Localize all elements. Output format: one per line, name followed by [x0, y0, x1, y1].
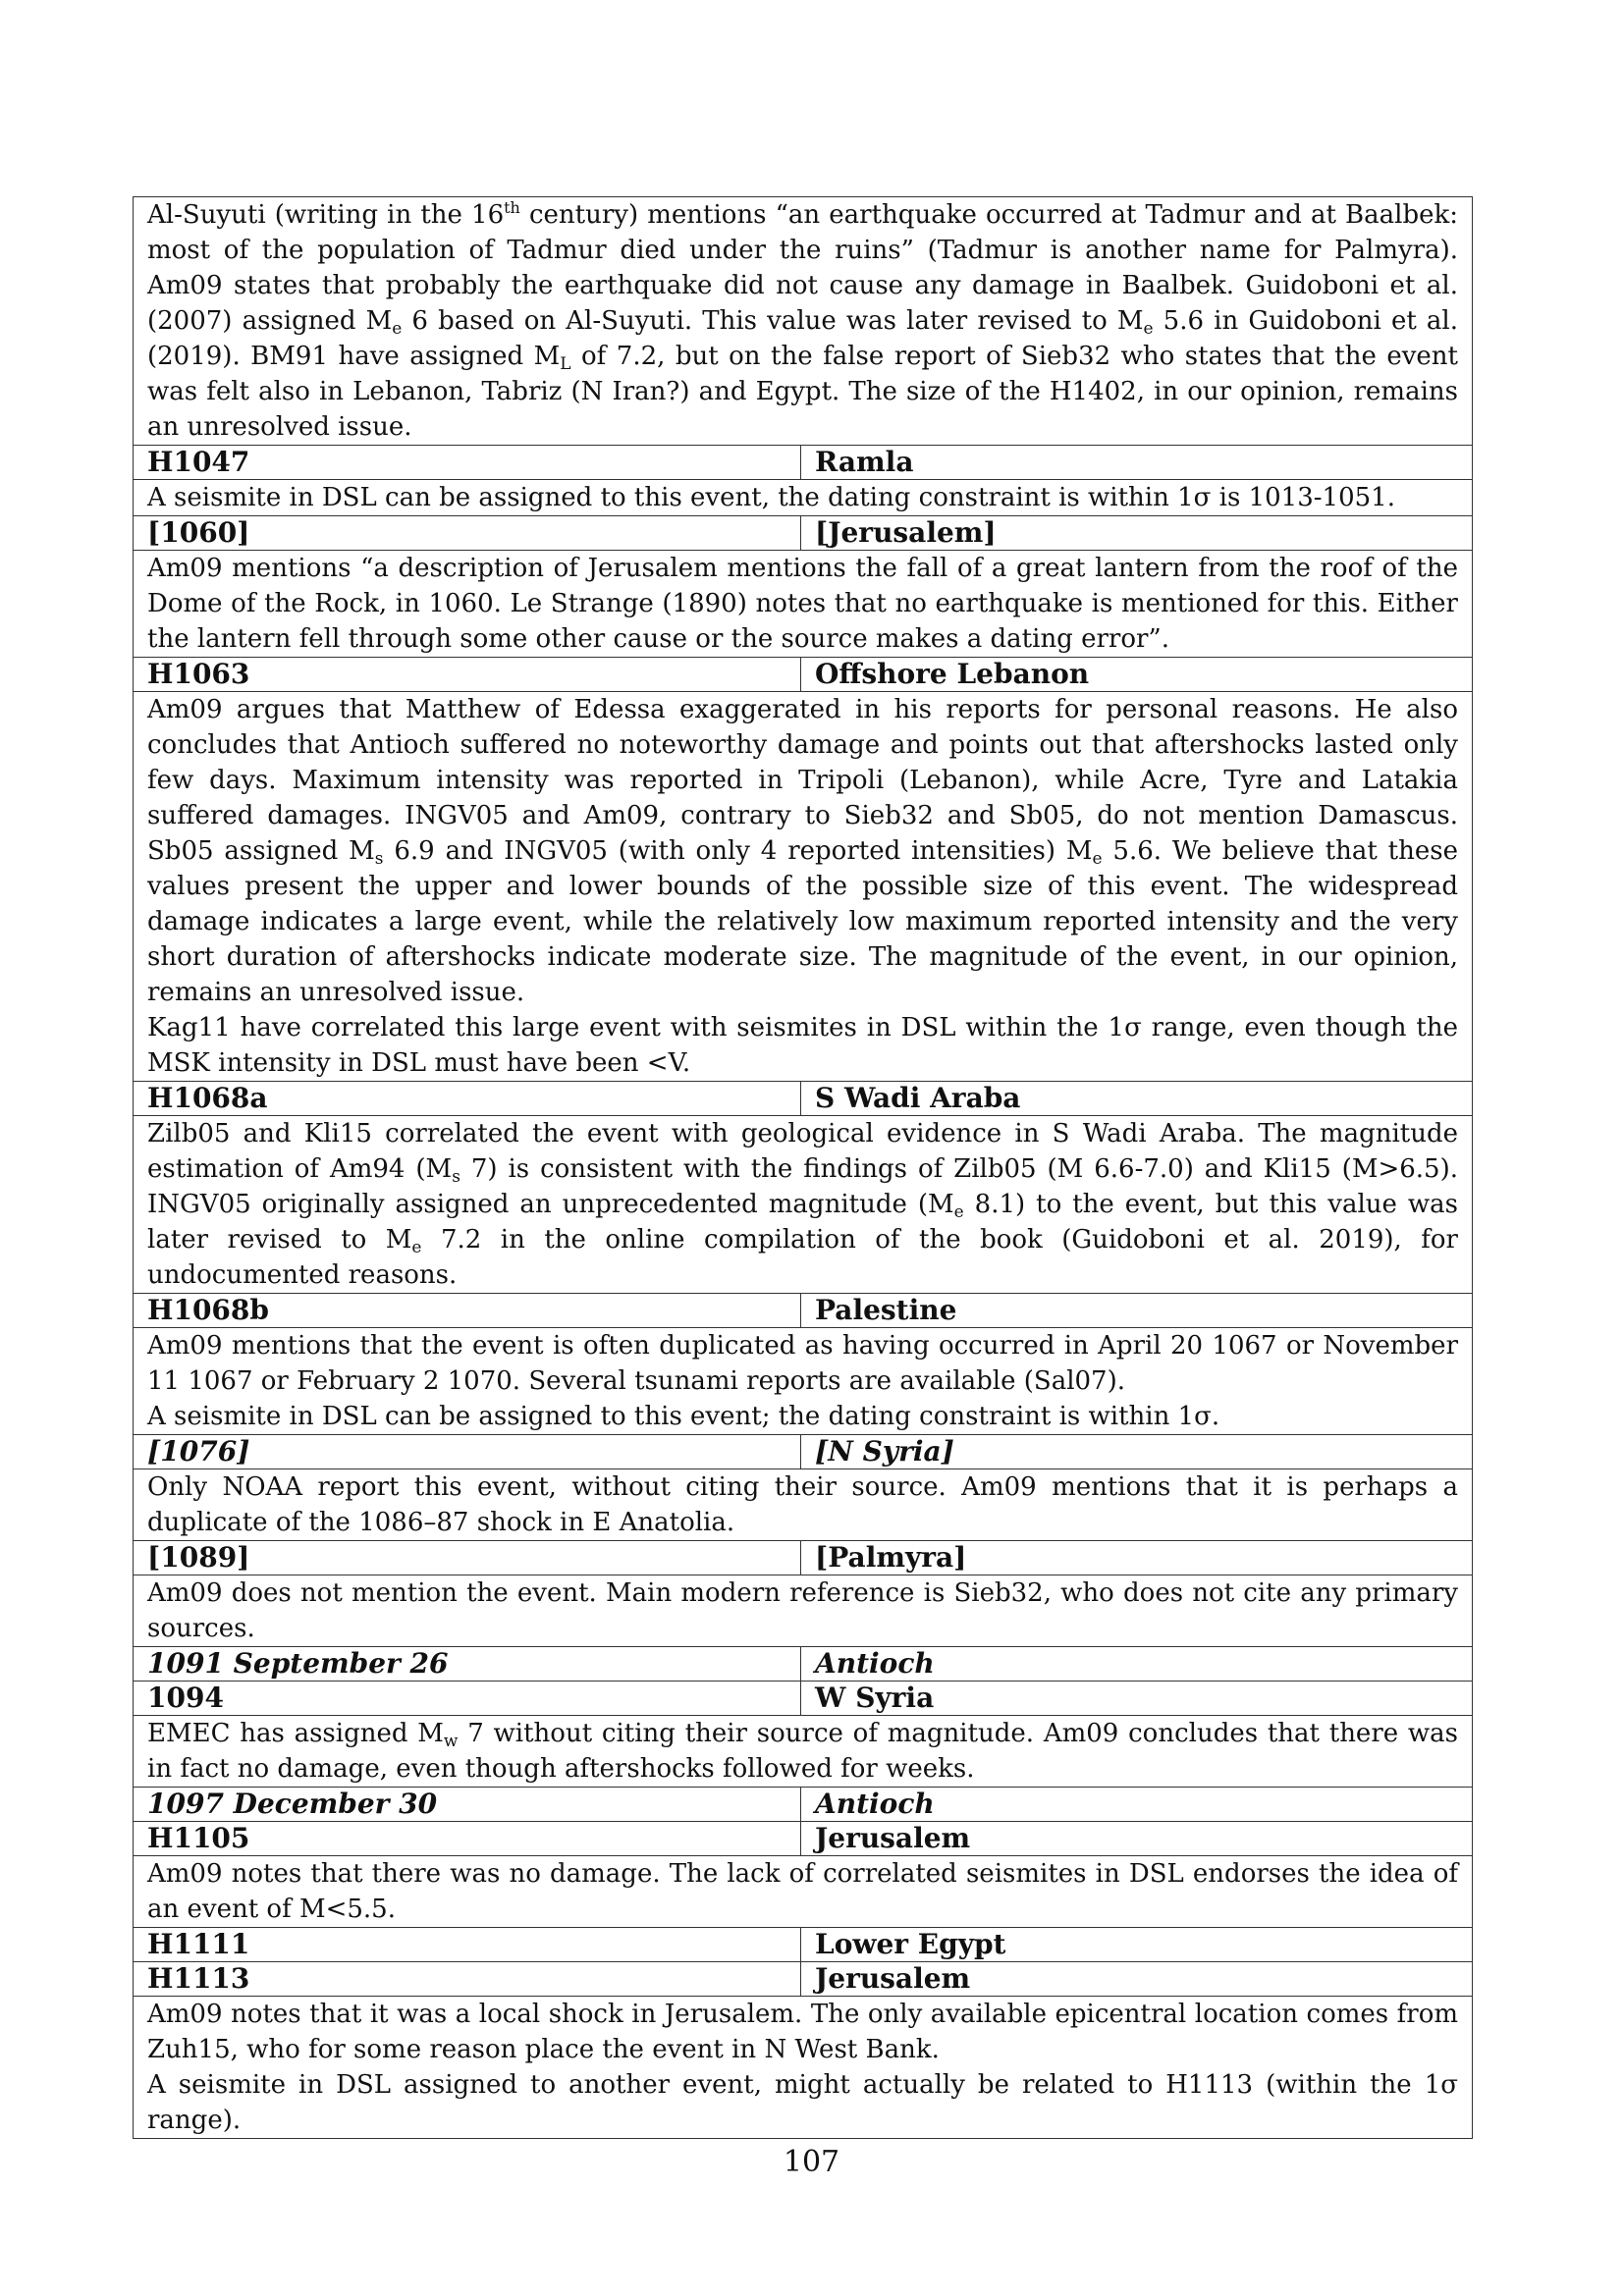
earthquake-catalogue-table [133, 196, 1473, 2139]
table-row [134, 1328, 1473, 1435]
event-header-row [134, 516, 1473, 551]
table-row [134, 1856, 1473, 1928]
event-id: H1068a [134, 1082, 801, 1116]
event-id: H1047 [134, 446, 801, 480]
event-id: 1097 December 30 [134, 1788, 801, 1822]
event-header-row [134, 1647, 1473, 1682]
event-location: Jerusalem [801, 1962, 1473, 1997]
event-header-row [134, 1541, 1473, 1575]
event-location: Offshore Lebanon [801, 658, 1473, 692]
event-header-row [134, 446, 1473, 480]
event-header-row [134, 1435, 1473, 1469]
event-id: H1111 [134, 1928, 801, 1962]
event-location: S Wadi Araba [801, 1082, 1473, 1116]
event-header-row [134, 1788, 1473, 1822]
table-row [134, 1997, 1473, 2139]
event-id: [1076] [134, 1435, 801, 1469]
event-id: H1063 [134, 658, 801, 692]
event-header-row [134, 658, 1473, 692]
event-description: Am09 notes that it was a local shock in Jerusalem. The only available epicentral location comes from Zuh15, who for some reason place the event in N West Bank. A seismite in DSL assigned to another event, might actually be related to H1113 (within the 1σ range). [134, 1997, 1473, 2139]
event-header-row [134, 1294, 1473, 1328]
event-description: Am09 argues that Matthew of Edessa exaggerated in his reports for personal reasons. He also concludes that Antioch suffered no noteworthy damage and points out that aftershocks lasted only few days. Maximum intensity was reported in Tripoli (Lebanon), while Acre, Tyre and Latakia suffered damages. INGV05 and Am09, contrary to Sieb32 and Sb05, do not mention Damascus. Sb05 assigned $M_s$ 6.9 and INGV05 (with only 4 reported intensities) $M_e$ 5.6. We believe that these values present the upper and lower bounds of the possible size of this event. The widespread damage indicates a large event, while the relatively low maximum reported intensity and the very short duration of aftershocks indicate moderate size. The magnitude of the event, in our opinion, remains an unresolved issue. Kag11 have correlated this large event with seismites in DSL within the 1σ range, even though the MSK intensity in DSL must have been <V. [134, 692, 1473, 1082]
event-location: Antioch [801, 1647, 1473, 1682]
event-location: [N Syria] [801, 1435, 1473, 1469]
event-id: 1091 September 26 [134, 1647, 801, 1682]
event-location: Antioch [801, 1788, 1473, 1822]
event-id: [1060] [134, 516, 801, 551]
event-location: [Jerusalem] [801, 516, 1473, 551]
table-row [134, 1469, 1473, 1541]
event-description: Am09 notes that there was no damage. The lack of correlated seismites in DSL endorses the idea of an event of M<5.5. [134, 1856, 1473, 1928]
event-location: Palestine [801, 1294, 1473, 1328]
catalogue-page [133, 196, 1472, 2139]
event-id: 1094 [134, 1682, 801, 1716]
table-row [134, 692, 1473, 1082]
event-header-row [134, 1822, 1473, 1856]
event-location: W Syria [801, 1682, 1473, 1716]
event-description: Am09 mentions “a description of Jerusalem mentions the fall of a great lantern from the roof of the Dome of the Rock, in 1060. Le Strange (1890) notes that no earthquake is mentioned for this. Either the lantern fell through some other cause or the source makes a dating error”. [134, 551, 1473, 658]
table-row [134, 480, 1473, 516]
table-row [134, 1116, 1473, 1294]
event-location: [Palmyra] [801, 1541, 1473, 1575]
event-location: Jerusalem [801, 1822, 1473, 1856]
event-id: [1089] [134, 1541, 801, 1575]
page-number: 107 [783, 2145, 840, 2179]
event-id: H1113 [134, 1962, 801, 1997]
event-header-row [134, 1962, 1473, 1997]
event-description: EMEC has assigned $M_w$ 7 without citing their source of magnitude. Am09 concludes that there was in fact no damage, even though aftershocks followed for weeks. [134, 1716, 1473, 1788]
event-id: H1068b [134, 1294, 801, 1328]
event-description: A seismite in DSL can be assigned to this event, the dating constraint is within 1σ is 1013-1051. [134, 480, 1473, 516]
event-location: Ramla [801, 446, 1473, 480]
table-row [134, 1716, 1473, 1788]
event-location: Lower Egypt [801, 1928, 1473, 1962]
event-id: H1105 [134, 1822, 801, 1856]
event-description: Zilb05 and Kli15 correlated the event with geological evidence in S Wadi Araba. The magnitude estimation of Am94 ($M_s$ 7) is consistent with the findings of Zilb05 (M 6.6-7.0) and Kli15 (M>6.5). INGV05 originally assigned an unprecedented magnitude ($M_e$ 8.1) to the event, but this value was later revised to $M_e$ 7.2 in the online compilation of the book (Guidoboni et al. 2019), for undocumented reasons. [134, 1116, 1473, 1294]
event-header-row [134, 1682, 1473, 1716]
event-description: Am09 mentions that the event is often duplicated as having occurred in April 20 1067 or November 11 1067 or February 2 1070. Several tsunami reports are available (Sal07). A seismite in DSL can be assigned to this event; the dating constraint is within 1σ. [134, 1328, 1473, 1435]
table-row [134, 197, 1473, 446]
table-row [134, 551, 1473, 658]
event-description: Am09 does not mention the event. Main modern reference is Sieb32, who does not cite any primary sources. [134, 1575, 1473, 1647]
event-description: Only NOAA report this event, without citing their source. Am09 mentions that it is perhaps a duplicate of the 1086–87 shock in E Anatolia. [134, 1469, 1473, 1541]
event-header-row [134, 1928, 1473, 1962]
table-row [134, 1575, 1473, 1647]
event-description-h1402: Al-Suyuti (writing in the 16th century) mentions “an earthquake occurred at Tadmur and at Baalbek: most of the population of Tadmur died under the ruins” (Tadmur is another name for Palmyra). Am09 states that probably the earthquake did not cause any damage in Baalbek. Guidoboni et al. (2007) assigned $M_e$ 6 based on Al-Suyuti. This value was later revised to $M_e$ 5.6 in Guidoboni et al. (2019). BM91 have assigned $M_L$ of 7.2, but on the false report of Sieb32 who states that the event was felt also in Lebanon, Tabriz (N Iran?) and Egypt. The size of the H1402, in our opinion, remains an unresolved issue. [134, 197, 1473, 446]
event-header-row [134, 1082, 1473, 1116]
